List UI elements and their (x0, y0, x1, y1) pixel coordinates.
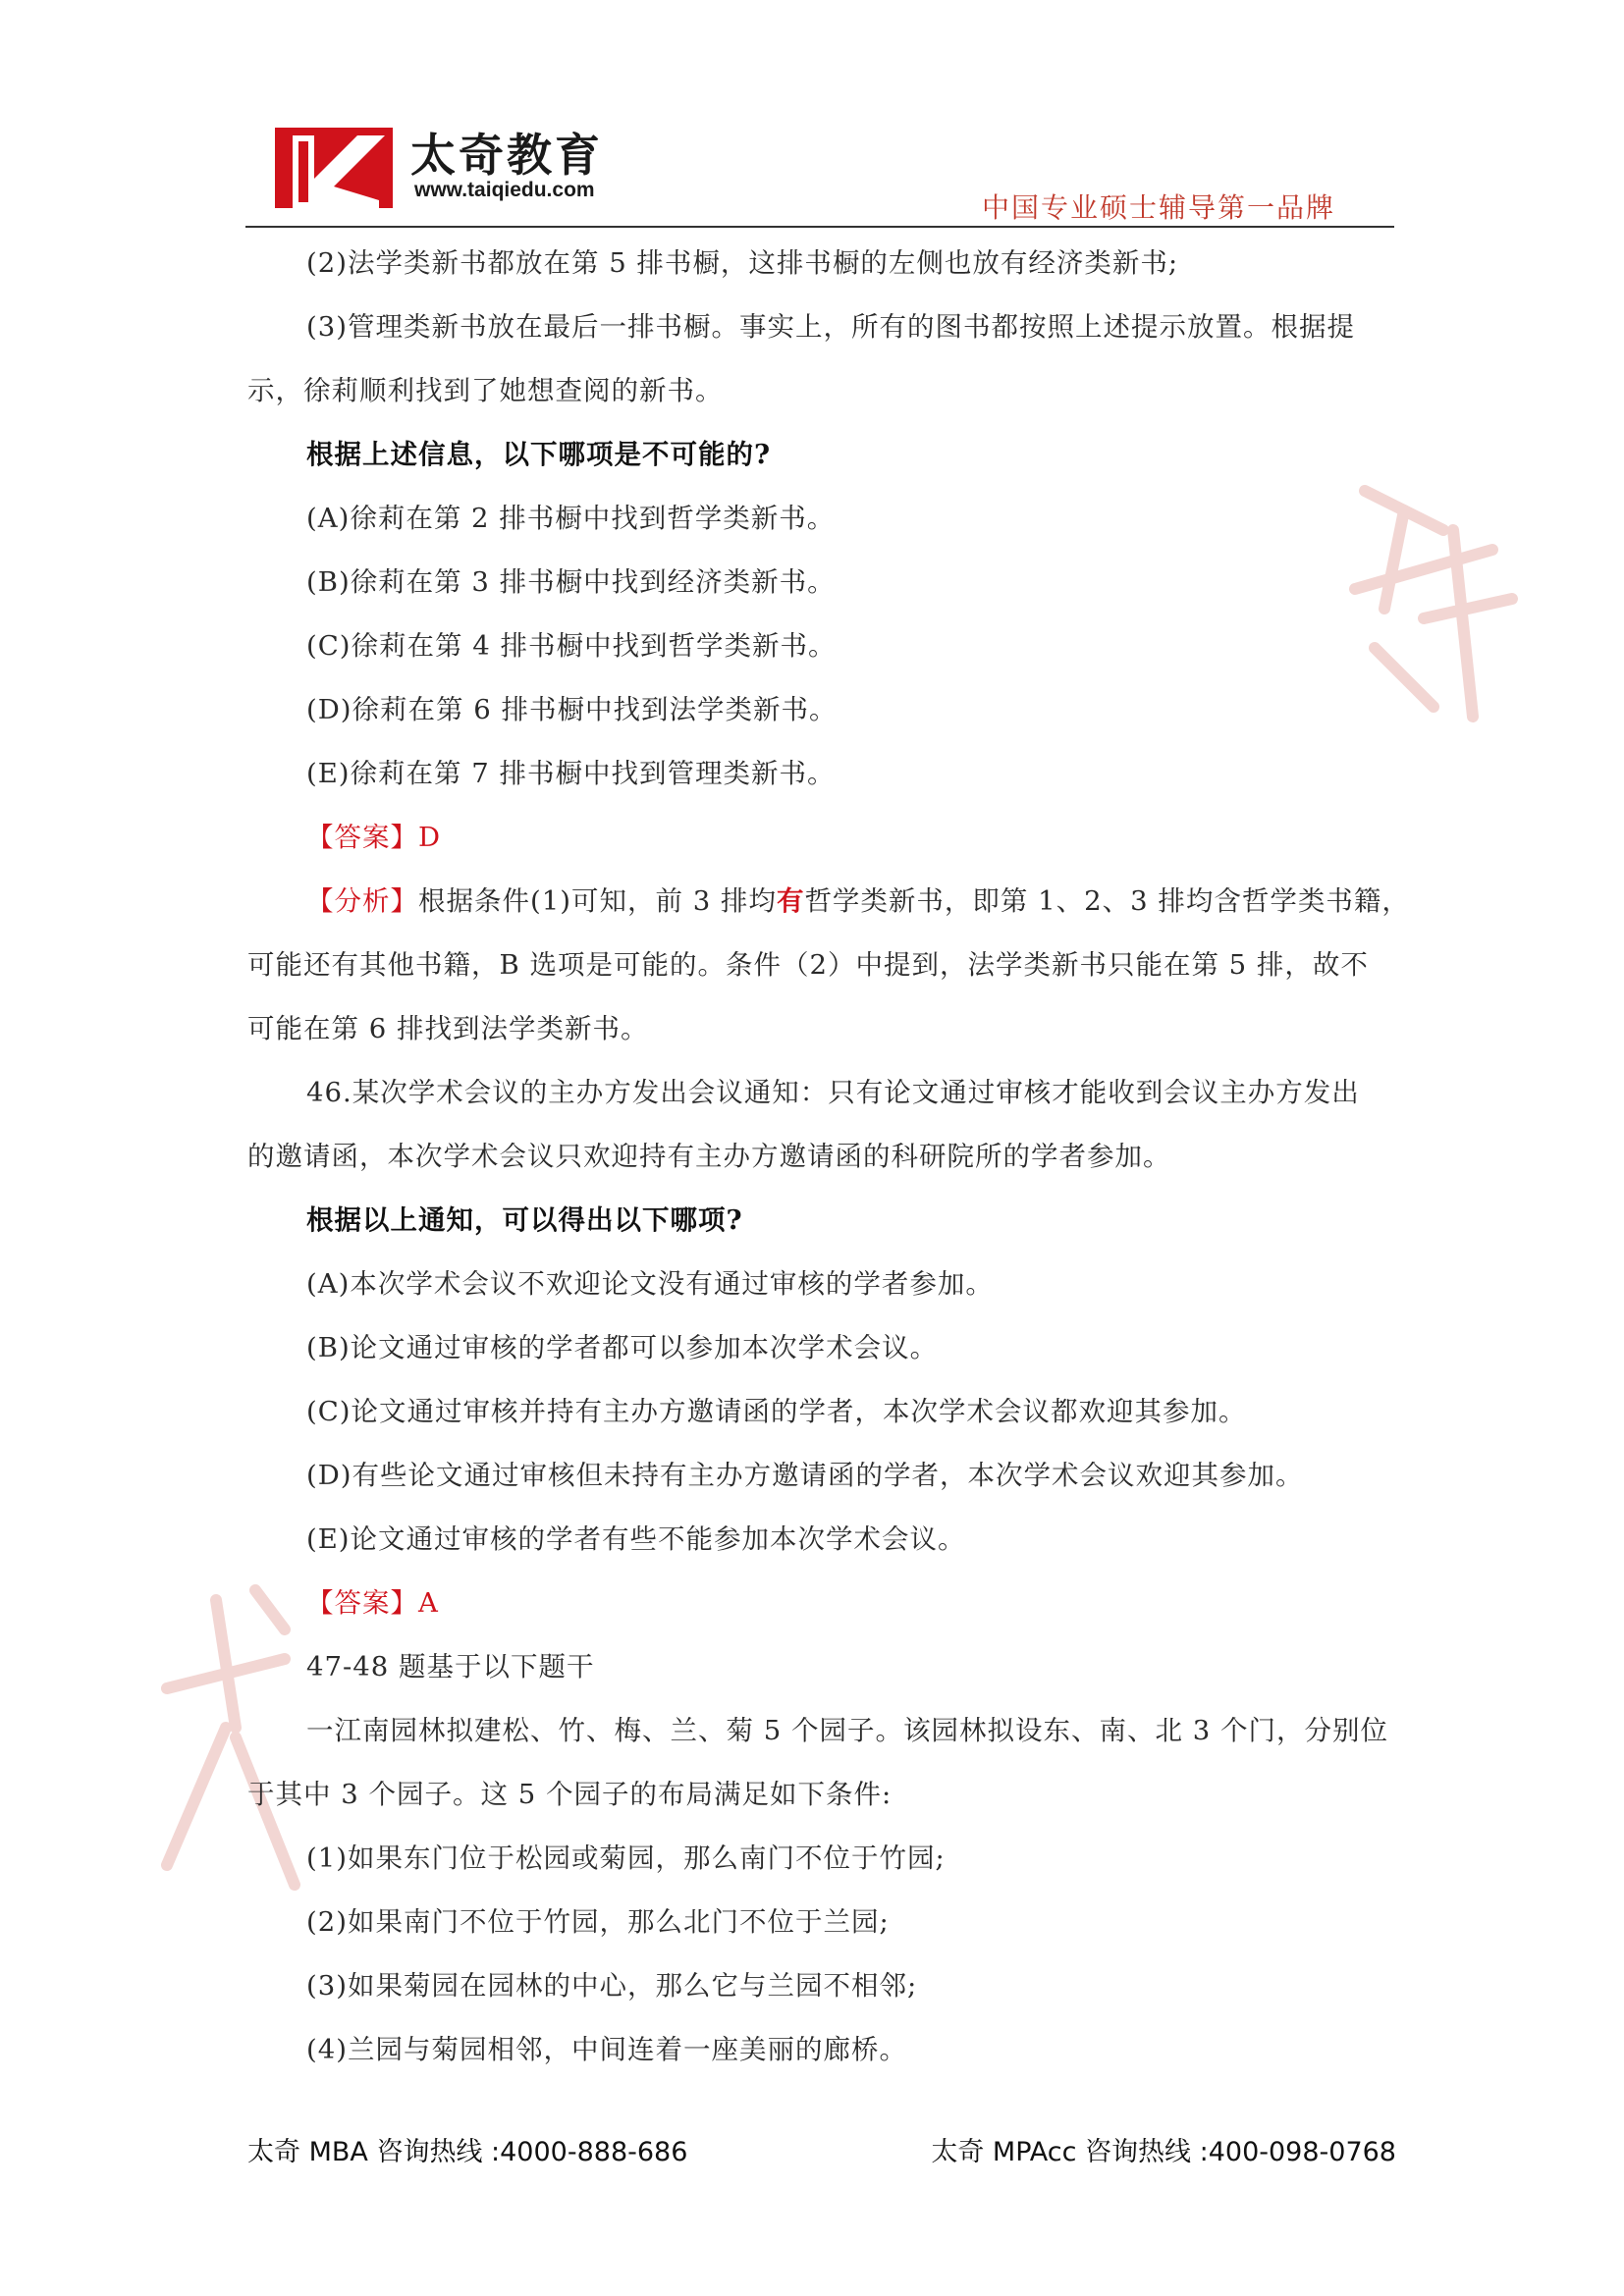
answer-value: A (418, 1587, 439, 1619)
q45-analysis-line2: 可能还有其他书籍，B 选项是可能的。条件（2）中提到，法学类新书只能在第 5 排，故不 (247, 949, 1369, 981)
header-slogan: 中国专业硕士辅导第一品牌 (981, 191, 1335, 224)
q47-48-stem-line2: 于其中 3 个园子。这 5 个园子的布局满足如下条件: (247, 1779, 893, 1810)
q46-stem-line2: 的邀请函，本次学术会议只欢迎持有主办方邀请函的科研院所的学者参加。 (247, 1141, 1171, 1172)
q46-option-e: (E)论文通过审核的学者有些不能参加本次学术会议。 (306, 1523, 966, 1555)
q47-48-condition-2: (2)如果南门不位于竹园，那么北门不位于兰园; (306, 1906, 890, 1938)
q45-analysis-line1 (247, 870, 1410, 934)
q46-option-b: (B)论文通过审核的学者都可以参加本次学术会议。 (306, 1332, 939, 1363)
q45-question: 根据上述信息，以下哪项是不可能的? (306, 439, 772, 470)
q47-48-condition-3: (3)如果菊园在园林的中心，那么它与兰园不相邻; (306, 1970, 918, 2002)
q46-question: 根据以上通知，可以得出以下哪项? (306, 1204, 743, 1236)
analysis-emphasis: 有 (776, 885, 805, 917)
mba-hotline: 太奇 MBA 咨询热线 :4000-888-686 (247, 2137, 688, 2167)
q45-option-b: (B)徐莉在第 3 排书橱中找到经济类新书。 (306, 566, 836, 598)
q45-option-c: (C)徐莉在第 4 排书橱中找到哲学类新书。 (306, 630, 837, 662)
answer-label: 【答案】 (306, 822, 418, 853)
q47-48-condition-1: (1)如果东门位于松园或菊园，那么南门不位于竹园; (306, 1842, 946, 1874)
q46-option-c: (C)论文通过审核并持有主办方邀请函的学者，本次学术会议都欢迎其参加。 (306, 1396, 1247, 1427)
taiqi-logo-icon (275, 128, 393, 208)
header-divider (245, 226, 1394, 228)
q47-48-stem-line1: 一江南园林拟建松、竹、梅、兰、菊 5 个园子。该园林拟设东、南、北 3 个门，分别位 (306, 1715, 1388, 1746)
q45-condition-3-line2: 示，徐莉顺利找到了她想查阅的新书。 (247, 375, 724, 406)
q45-option-a: (A)徐莉在第 2 排书橱中找到哲学类新书。 (306, 503, 836, 534)
mpacc-hotline: 太奇 MPAcc 咨询热线 :400-098-0768 (931, 2137, 1396, 2167)
q45-answer (247, 806, 1396, 870)
q46-option-a: (A)本次学术会议不欢迎论文没有通过审核的学者参加。 (306, 1268, 994, 1300)
q45-condition-3-line1: (3)管理类新书放在最后一排书橱。事实上，所有的图书都按照上述提示放置。根据提 (306, 311, 1355, 343)
q45-option-e: (E)徐莉在第 7 排书橱中找到管理类新书。 (306, 758, 836, 789)
analysis-text-1a: 根据条件(1)可知，前 3 排均 (418, 885, 777, 917)
analysis-label: 【分析】 (306, 885, 418, 917)
answer-value: D (418, 822, 442, 853)
page-footer (247, 2130, 1396, 2179)
q47-48-condition-4: (4)兰园与菊园相邻，中间连着一座美丽的廊桥。 (306, 2034, 907, 2065)
page-header (245, 126, 1394, 228)
q46-answer (247, 1572, 1396, 1635)
document-body (247, 232, 1410, 2082)
logo-title: 太奇教育 (410, 129, 603, 182)
answer-label: 【答案】 (306, 1587, 418, 1619)
logo-url: www.taiqiedu.com (414, 179, 595, 201)
q45-analysis-line3: 可能在第 6 排找到法学类新书。 (247, 1013, 649, 1044)
q46-stem-line1: 46.某次学术会议的主办方发出会议通知：只有论文通过审核才能收到会议主办方发出 (306, 1077, 1360, 1108)
q45-option-d: (D)徐莉在第 6 排书橱中找到法学类新书。 (306, 694, 838, 725)
q45-condition-2: (2)法学类新书都放在第 5 排书橱，这排书橱的左侧也放有经济类新书; (306, 247, 1179, 279)
analysis-text-1c: 哲学类新书，即第 1、2、3 排均含哲学类书籍， (804, 885, 1410, 917)
q46-option-d: (D)有些论文通过审核但未持有主办方邀请函的学者，本次学术会议欢迎其参加。 (306, 1460, 1304, 1491)
q47-48-heading: 47-48 题基于以下题干 (306, 1651, 595, 1682)
